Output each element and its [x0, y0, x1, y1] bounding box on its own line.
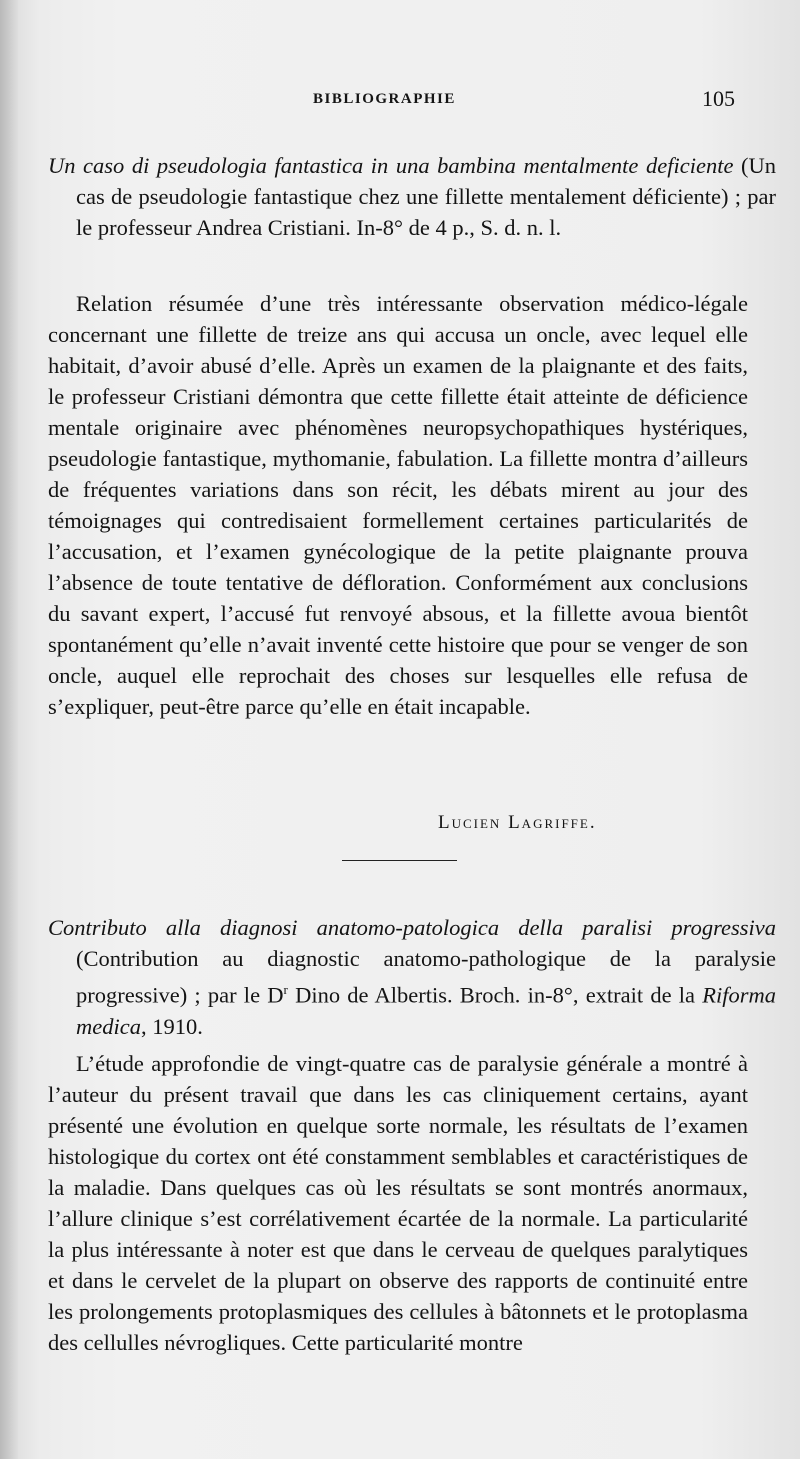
review2-journal: Riforma medica	[76, 982, 777, 1039]
section-divider	[342, 860, 457, 861]
review2-title-rest-2: Dino de Albertis. Broch. in-8°, extrait de la	[295, 982, 696, 1008]
running-head: BIBLIOGRAPHIE	[313, 91, 456, 107]
review2-title-sup: r	[283, 982, 288, 997]
review2-year: , 1910.	[140, 1013, 203, 1039]
page-number: 105	[702, 86, 735, 111]
review1-title	[48, 150, 776, 243]
review2-title-rest-1: (Contribution au diagnostic anatomo-pathologique de la paralysie progressive) ; par le D	[76, 946, 776, 1008]
review2-body: L’étude approfondie de vingt-quatre cas de paralysie générale a montré à l’auteur du présent travail que dans les cas cliniquement certains, ayant présenté une évolution en quelque sorte normale, les résultats de l’examen histologique du cortex ont été constamment semblables et caractéristiques de la maladie. Dans quelques cas où les résultats se sont montrés anormaux, l’allure clinique s’est corrélativement écartée de la normale. La particularité la plus intéressante à noter est que dans le cerveau de quelques paralytiques et dans le cervelet de la plupart on observe des rapports de continuité entre les prolongements protoplasmiques des cellules à bâtonnets et le protoplasma des cellulles névrogliques. Cette particularité montre	[48, 1051, 748, 1355]
review1-signature: Lucien Lagriffe.	[438, 812, 597, 833]
review2-title-italic: Contributo alla diagnosi anatomo-patologica della paralisi progressiva	[48, 915, 776, 940]
review2-title	[48, 912, 776, 1042]
binding-shadow	[0, 0, 18, 1459]
review1-body: Relation résumée d’une très intéressante observation médico-légale concernant une fillette de treize ans qui accusa un oncle, avec lequel elle habitait, d’avoir abusé d’elle. Après un examen de la plaignante et des faits, le professeur Cristiani démontra que cette fillette était atteinte de déficience mentale originaire avec phénomènes neuropsychopathiques hystériques, pseudologie fantastique, mythomanie, fabulation. La fillette montra d’ailleurs de fréquentes variations dans son récit, les débats mirent au jour des témoignages qui contredisaient formellement certaines particularités de l’accusation, et l’examen gynécologique de la petite plaignante prouva l’absence de toute tentative de défloration. Conformément aux conclusions du savant expert, l’accusé fut renvoyé absous, et la fillette avoua bientôt spontanément qu’elle n’avait inventé cette histoire que pour se venger de son oncle, auquel elle reprochait des choses sur lesquelles elle refusa de s’expliquer, peut-être parce qu’elle en était incapable.	[48, 291, 748, 719]
review1-title-rest: (Un cas de pseudologie fantastique chez une fillette mentalement déficiente) ; par le professeur Andrea Cristiani. In-8° de 4 p., S. d. n. l.	[76, 153, 776, 240]
page-header	[0, 88, 800, 118]
review1-title-italic: Un caso di pseudologia fantastica in una bambina mentalmente deficiente	[48, 153, 734, 178]
